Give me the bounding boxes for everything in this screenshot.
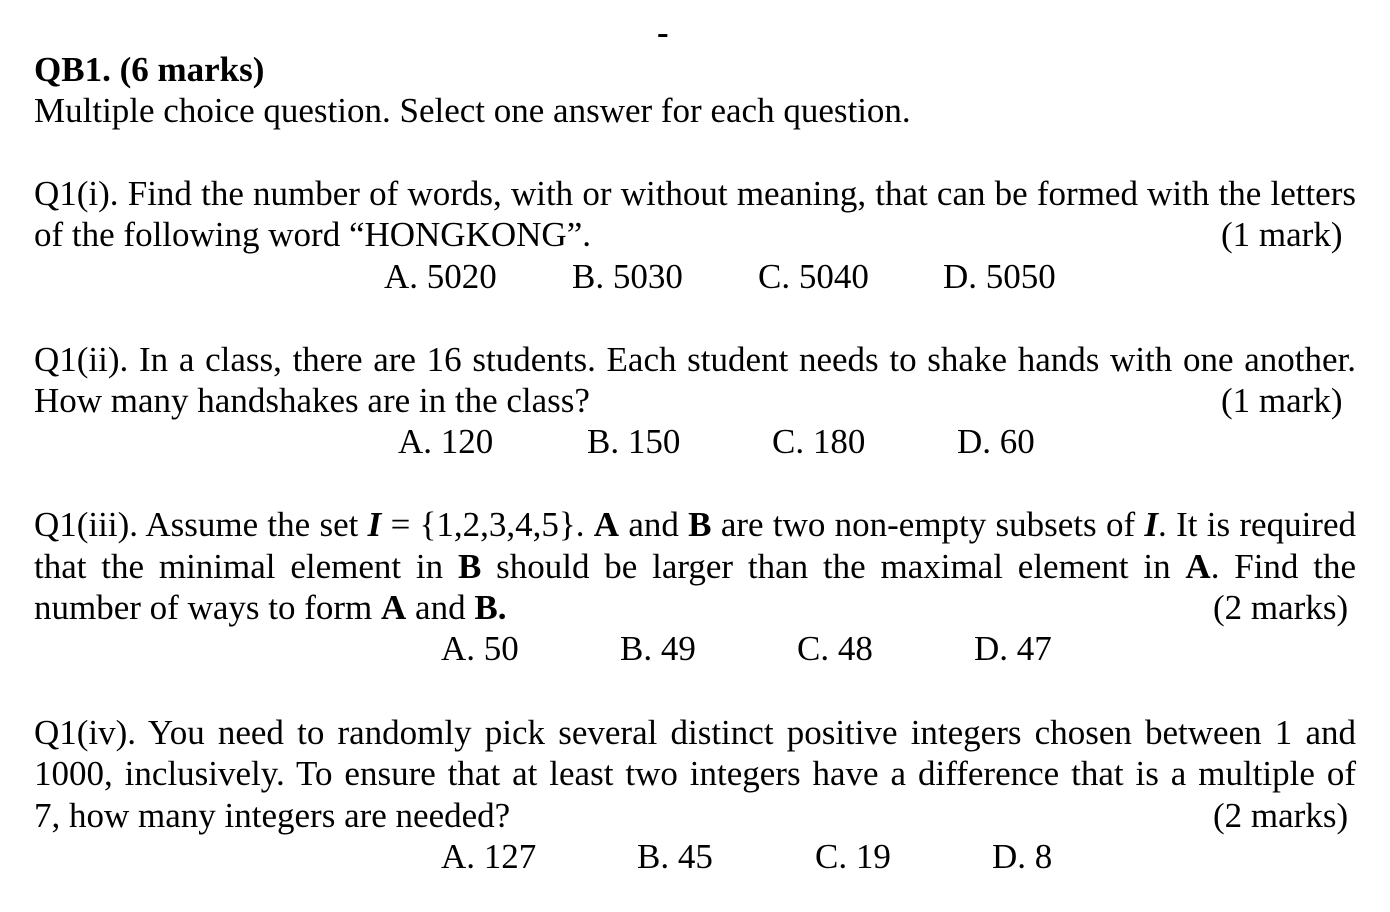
question-3-text: that the minimal element in bbox=[34, 547, 458, 586]
question-3-text: number of ways to form bbox=[34, 588, 382, 627]
subset-a: A bbox=[593, 505, 620, 544]
question-2-option-a[interactable]: A. 120 bbox=[398, 422, 494, 461]
question-3-text: and bbox=[619, 505, 689, 544]
subset-a: A bbox=[1185, 547, 1211, 586]
question-3-text: and bbox=[406, 588, 475, 627]
question-3-option-d[interactable]: D. 47 bbox=[974, 629, 1052, 668]
question-1-option-c[interactable]: C. 5040 bbox=[758, 257, 869, 296]
question-2-option-b[interactable]: B. 150 bbox=[587, 422, 681, 461]
question-3-text: . bbox=[497, 588, 507, 627]
question-3-text: Q1(iii). Assume the set bbox=[34, 505, 368, 544]
subset-a: A bbox=[381, 588, 407, 627]
question-3-option-b[interactable]: B. 49 bbox=[620, 629, 696, 668]
question-2-line-2: How many handshakes are in the class? bbox=[34, 381, 590, 420]
question-3-line-2 bbox=[34, 546, 1356, 587]
question-1-marks: (1 mark) bbox=[1221, 215, 1343, 254]
question-3-text: . Find the bbox=[1210, 547, 1356, 586]
question-3-text: = {1,2,3,4,5}. bbox=[381, 505, 594, 544]
section-title: QB1. (6 marks) bbox=[34, 50, 265, 89]
question-4-marks: (2 marks) bbox=[1213, 796, 1349, 835]
set-variable-i: I bbox=[367, 505, 382, 544]
page-marker: - bbox=[657, 13, 669, 52]
question-2-option-c[interactable]: C. 180 bbox=[772, 422, 866, 461]
question-4-option-a[interactable]: A. 127 bbox=[441, 837, 537, 876]
section-instruction: Multiple choice question. Select one answer for each question. bbox=[34, 91, 911, 130]
subset-b: B bbox=[688, 505, 712, 544]
question-4-line-3: 7, how many integers are needed? bbox=[34, 796, 511, 835]
question-1-option-d[interactable]: D. 5050 bbox=[943, 257, 1056, 296]
question-3-text: should be larger than the maximal element in bbox=[481, 547, 1186, 586]
question-4-option-b[interactable]: B. 45 bbox=[637, 837, 713, 876]
question-1-option-a[interactable]: A. 5020 bbox=[384, 257, 497, 296]
question-2-option-d[interactable]: D. 60 bbox=[957, 422, 1035, 461]
question-3-text: are two non-empty subsets of bbox=[711, 505, 1145, 544]
question-3-option-c[interactable]: C. 48 bbox=[797, 629, 873, 668]
question-3-option-a[interactable]: A. 50 bbox=[441, 629, 519, 668]
question-3-line-3 bbox=[34, 587, 1356, 628]
question-4-line-2: 1000, inclusively. To ensure that at least two integers have a difference that is a multiple of bbox=[34, 754, 1356, 793]
question-2-marks: (1 mark) bbox=[1221, 381, 1343, 420]
question-2-line-1: Q1(ii). In a class, there are 16 students. Each student needs to shake hands with one another. bbox=[34, 340, 1356, 379]
question-1-line-2: of the following word “HONGKONG”. bbox=[34, 215, 591, 254]
question-4-line-1: Q1(iv). You need to randomly pick several distinct positive integers chosen between 1 and bbox=[34, 713, 1356, 752]
question-3-marks: (2 marks) bbox=[1213, 588, 1349, 627]
question-4-option-c[interactable]: C. 19 bbox=[815, 837, 891, 876]
question-3-text: . It is required bbox=[1158, 505, 1357, 544]
question-1-line-1: Q1(i). Find the number of words, with or without meaning, that can be formed with the letters bbox=[34, 174, 1356, 213]
subset-b: B bbox=[474, 588, 498, 627]
question-4-option-d[interactable]: D. 8 bbox=[992, 837, 1053, 876]
set-variable-i: I bbox=[1144, 505, 1159, 544]
question-1-option-b[interactable]: B. 5030 bbox=[572, 257, 683, 296]
subset-b: B bbox=[457, 547, 482, 586]
question-3-line-1 bbox=[34, 504, 1356, 545]
